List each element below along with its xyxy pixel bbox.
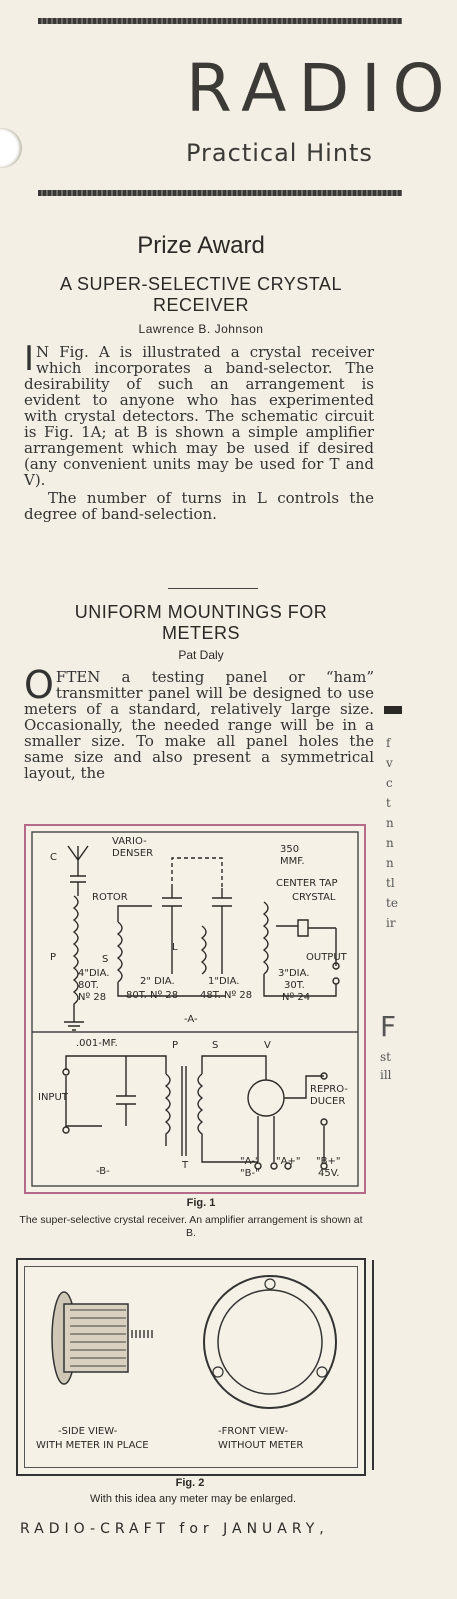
top-rule bbox=[38, 18, 402, 24]
label-rotor: ROTOR bbox=[92, 892, 128, 903]
label-center-tap: CENTER TAP bbox=[276, 878, 338, 889]
edge-fragment: n bbox=[386, 836, 394, 850]
edge-fragment: st bbox=[380, 1050, 391, 1064]
edge-fragment: te bbox=[386, 896, 398, 910]
label-b-plus: "B+" bbox=[316, 1156, 341, 1167]
fig2-caption-title: Fig. 2 bbox=[175, 1477, 205, 1489]
label-input: INPUT bbox=[38, 1092, 68, 1103]
article1-headline: A SUPER-SELECTIVE CRYSTAL RECEIVER bbox=[60, 274, 342, 315]
article-divider bbox=[168, 588, 258, 589]
ground-symbol bbox=[64, 1022, 84, 1030]
binder-hole bbox=[0, 128, 22, 168]
label-a-plus: "A+" bbox=[276, 1156, 301, 1167]
masthead-rule bbox=[38, 190, 402, 196]
label-350: 350 bbox=[280, 844, 300, 855]
front-view-sublabel: WITHOUT METER bbox=[218, 1440, 304, 1451]
edge-fragment: t bbox=[386, 796, 391, 810]
meter-front-outer-ring bbox=[204, 1276, 336, 1408]
label-crystal: CRYSTAL bbox=[292, 892, 336, 903]
label-denser: DENSER bbox=[112, 848, 154, 859]
label-coil1-wire: Nº 28 bbox=[78, 992, 107, 1003]
transformer-core bbox=[182, 1066, 186, 1156]
transformer-s bbox=[198, 1074, 202, 1146]
edge-fragment: f bbox=[386, 736, 391, 750]
edge-next-figure bbox=[372, 1260, 404, 1470]
label-reproducer-1: REPRO- bbox=[310, 1084, 349, 1095]
edge-fragment: ir bbox=[386, 916, 396, 930]
article1-paragraph-1: N Fig. A is illustrated a crystal receiver which incorporates a band-selector. The desirability of such an arrangement is evident to anyone who has experimented with crystal detectors. The schematic circuit is Fig. 1A; at B is shown a simple amplifier arrangement which may be used if desired (any convenient units may be used for T and V). bbox=[24, 343, 374, 489]
edge-fragment: ill bbox=[380, 1068, 392, 1082]
edge-bullet bbox=[384, 706, 402, 714]
label-coil4-wire: Nº 24 bbox=[282, 992, 311, 1003]
article2-author: Pat Daly bbox=[178, 648, 224, 662]
meter-front-inner-ring bbox=[218, 1290, 322, 1394]
label-001mf: .001-MF. bbox=[76, 1038, 118, 1049]
capacitor-1 bbox=[162, 888, 182, 974]
label-45v: 45V. bbox=[318, 1168, 340, 1179]
edge-fragment: n bbox=[386, 856, 394, 870]
crystal-symbol bbox=[298, 920, 308, 936]
article1-dropcap: I bbox=[24, 339, 35, 379]
antenna-symbol bbox=[68, 846, 88, 876]
capacitor-001 bbox=[116, 1056, 136, 1126]
edge-fragment: c bbox=[386, 776, 393, 790]
label-coil1-turns: 80T. bbox=[78, 980, 99, 991]
article2-paragraph-1: FTEN a testing panel or “ham” transmitter panel will be designed to use meters of a standard, relatively large size. Occasionally, the needed range will be in a smaller size. To make all panel holes the same size and also present a symmetrical layout, the bbox=[24, 668, 374, 782]
masthead-subtitle: Practical Hints bbox=[186, 139, 373, 167]
label-output: OUTPUT bbox=[306, 952, 347, 963]
label-mmf: MMF. bbox=[280, 856, 305, 867]
label-b-minus: "B-" bbox=[240, 1168, 260, 1179]
article2-body bbox=[24, 663, 374, 782]
side-view-sublabel: WITH METER IN PLACE bbox=[36, 1440, 149, 1451]
label-v: V bbox=[264, 1040, 271, 1051]
label-coil1-dia: 4"DIA. bbox=[78, 968, 110, 979]
label-coil4-turns: 30T. bbox=[284, 980, 305, 991]
label-a-minus: "A-" bbox=[240, 1156, 260, 1167]
side-view-label: -SIDE VIEW- bbox=[58, 1426, 118, 1437]
label-p: P bbox=[50, 952, 57, 963]
edge-fragment: v bbox=[386, 756, 393, 770]
article2-headline: UNIFORM MOUNTINGS FOR METERS bbox=[74, 602, 328, 643]
coil-output bbox=[264, 902, 268, 974]
article1-author: Lawrence B. Johnson bbox=[138, 322, 264, 336]
label-s2: S bbox=[212, 1040, 219, 1051]
footer-text: RADIO-CRAFT for JANUARY, bbox=[20, 1521, 329, 1537]
label-coil2-turns: 80T. Nº 28 bbox=[126, 990, 179, 1001]
edge-fragment: n bbox=[386, 816, 394, 830]
edge-fragment: tl bbox=[386, 876, 395, 890]
label-s: S bbox=[102, 954, 109, 965]
label-coil4-dia: 3"DIA. bbox=[278, 968, 310, 979]
section-title: Prize Award bbox=[137, 232, 265, 259]
tube-v bbox=[248, 1080, 284, 1116]
article1-body bbox=[24, 339, 374, 523]
coil-s bbox=[118, 922, 122, 982]
fig1-box bbox=[24, 824, 366, 1194]
label-c: C bbox=[50, 852, 57, 863]
fig2-box bbox=[16, 1258, 366, 1476]
coil-l bbox=[202, 926, 206, 974]
edge-fragment: F bbox=[380, 1010, 397, 1043]
label-coil2-dia: 2" DIA. bbox=[140, 976, 175, 987]
label-reproducer-2: DUCER bbox=[310, 1096, 346, 1107]
article2-dropcap: O bbox=[24, 663, 54, 707]
capacitor-2 bbox=[212, 888, 232, 974]
label-p2: P bbox=[172, 1040, 179, 1051]
front-view-label: -FRONT VIEW- bbox=[218, 1426, 289, 1437]
label-coil3-turns: 48T. Nº 28 bbox=[200, 990, 253, 1001]
coil-p bbox=[74, 896, 78, 1022]
transformer-p bbox=[166, 1074, 170, 1146]
fig2-caption: With this idea any meter may be enlarged. bbox=[89, 1493, 297, 1505]
label-b: -B- bbox=[96, 1166, 110, 1177]
article1-paragraph-2: The number of turns in L controls the degree of band-selection. bbox=[24, 489, 374, 523]
fig1-caption: The super-selective crystal receiver. An amplifier arrangement is shown at B. bbox=[19, 1214, 363, 1239]
label-vario: VARIO- bbox=[112, 836, 147, 847]
label-l: L bbox=[172, 942, 178, 953]
meter-side-body bbox=[64, 1304, 128, 1372]
masthead-title: RADIO bbox=[186, 50, 457, 127]
label-t: T bbox=[182, 1160, 189, 1171]
label-a: -A- bbox=[184, 1014, 198, 1025]
fig1-caption-title: Fig. 1 bbox=[186, 1197, 216, 1209]
label-coil3-dia: 1"DIA. bbox=[208, 976, 240, 987]
